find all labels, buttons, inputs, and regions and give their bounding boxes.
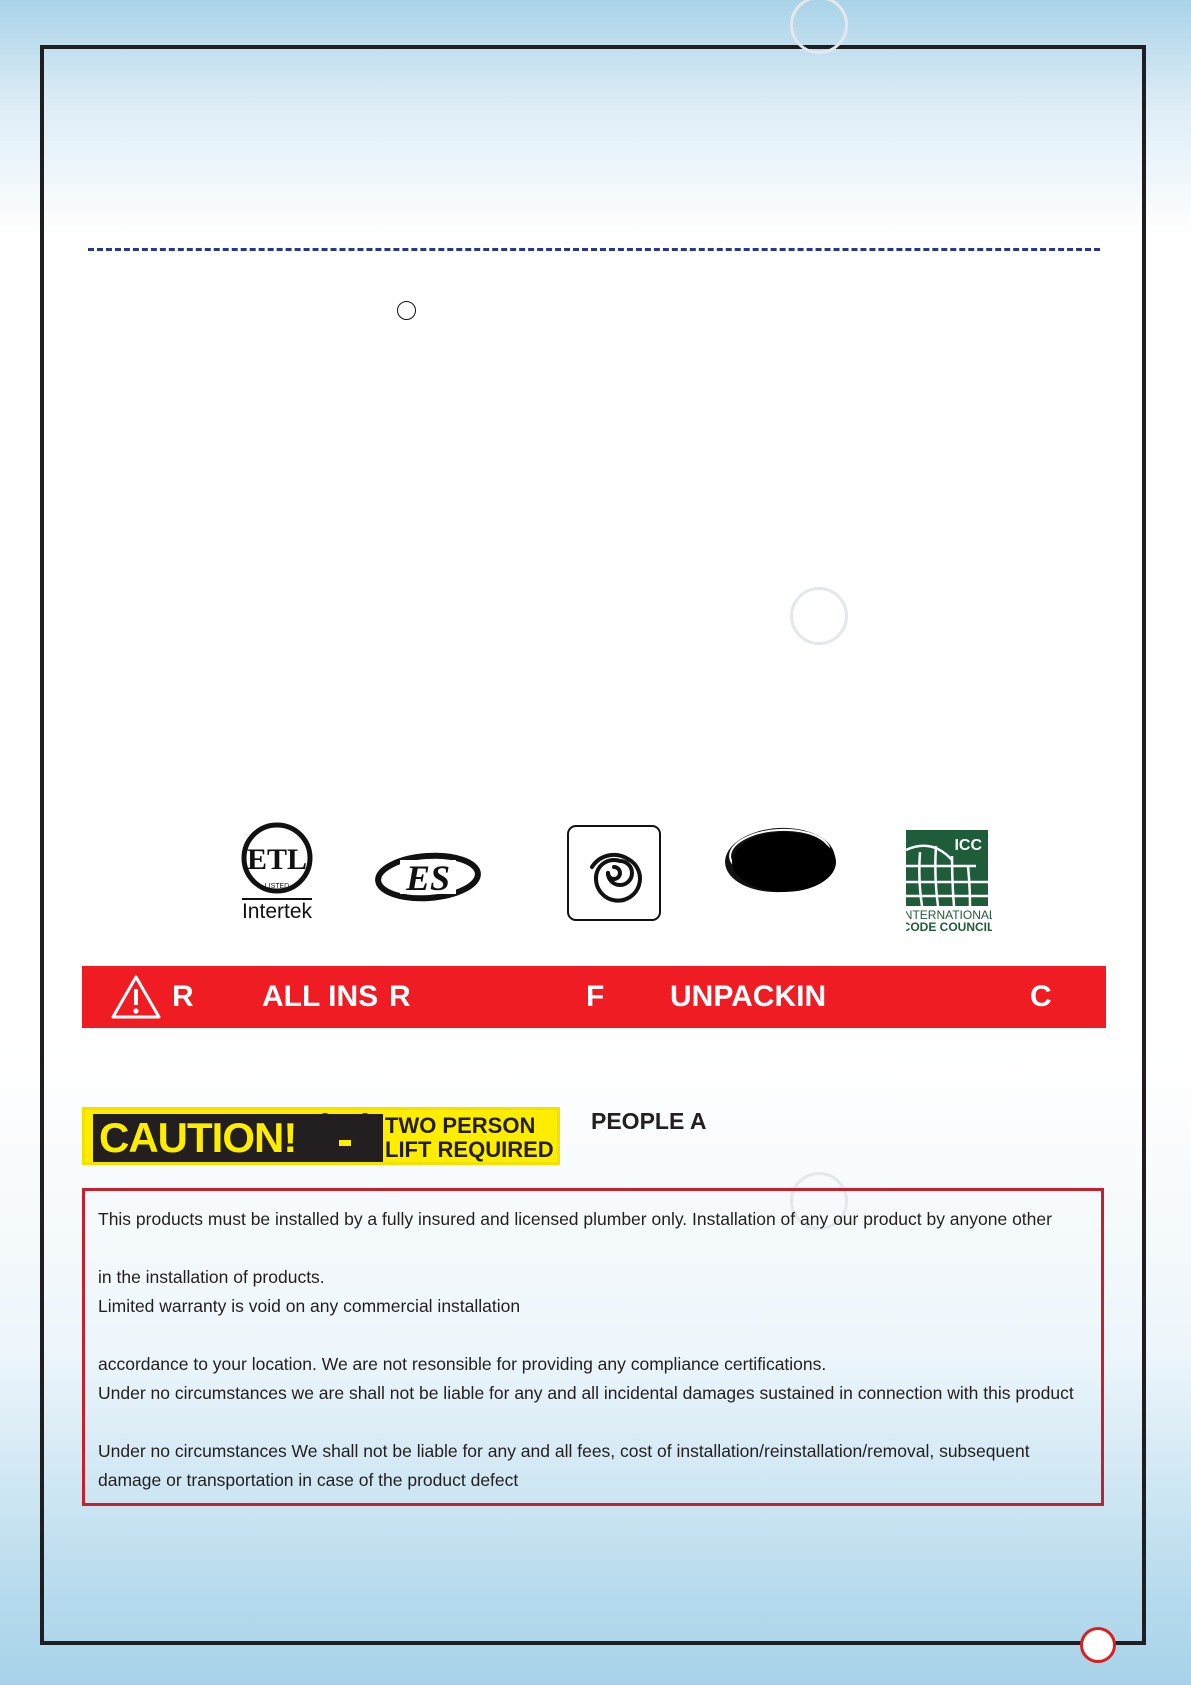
- svg-text:CODE COUNCIL: CODE COUNCIL: [906, 920, 992, 932]
- warning-segment-4: F: [586, 980, 605, 1013]
- svg-text:LISTED: LISTED: [264, 883, 290, 890]
- terms-line: Limited warranty is void on any commercial installation: [98, 1296, 521, 1316]
- lift-text-line1: TWO PERSON: [385, 1113, 536, 1138]
- warning-banner: [82, 966, 1106, 1028]
- icc-logo: [906, 830, 992, 932]
- svg-text:INTERNATIONAL: INTERNATIONAL: [906, 908, 992, 922]
- caution-word: CAUTION!: [93, 1114, 383, 1162]
- svg-text:ETL: ETL: [246, 843, 308, 876]
- terms-line: Under no circumstances We shall not be liable for any and all fees, cost of installation/reinstallation/removal, subsequent: [98, 1441, 1030, 1461]
- terms-line: damage or transportation in case of the product defect: [98, 1470, 519, 1490]
- warning-segment-3: R: [389, 980, 411, 1013]
- page-marker-circle: [1080, 1627, 1116, 1663]
- terms-line: This products must be installed by a fully insured and licensed plumber only. Installation of any our product by anyone other: [98, 1209, 1052, 1229]
- cut-line: [88, 248, 1100, 251]
- terms-line: Under no circumstances we are shall not be liable for any and all incidental damages sustained in connection with this product: [98, 1383, 1074, 1403]
- warning-segment-2: ALL INS: [262, 980, 379, 1013]
- es-logo: [374, 850, 482, 902]
- lift-text-line2: LIFT REQUIRED: [385, 1137, 554, 1162]
- terms-line: accordance to your location. We are not resonsible for providing any compliance certifications.: [98, 1354, 827, 1374]
- faint-circle-middle: [790, 587, 848, 645]
- svg-text:ES: ES: [405, 858, 451, 898]
- two-person-lift-icon: [311, 1112, 379, 1164]
- warning-segment-5: UNPACKIN: [670, 980, 827, 1013]
- terms-line: in the installation of products.: [98, 1267, 325, 1287]
- svg-text:ICC: ICC: [954, 837, 982, 854]
- terms-box: [82, 1188, 1104, 1506]
- people-note: PEOPLE A: [591, 1108, 707, 1134]
- warning-triangle-icon: [110, 974, 162, 1020]
- svg-text:Intertek: Intertek: [241, 900, 313, 922]
- caution-label: [82, 1107, 560, 1165]
- etl-intertek-logo: [240, 822, 314, 922]
- warning-segment-6: C: [1030, 980, 1052, 1013]
- lift-text: [385, 1114, 554, 1162]
- circle-marker: [397, 301, 416, 320]
- oval-seal: [722, 824, 838, 894]
- spiral-icon: [566, 824, 662, 922]
- warning-segment-1: R: [172, 980, 194, 1013]
